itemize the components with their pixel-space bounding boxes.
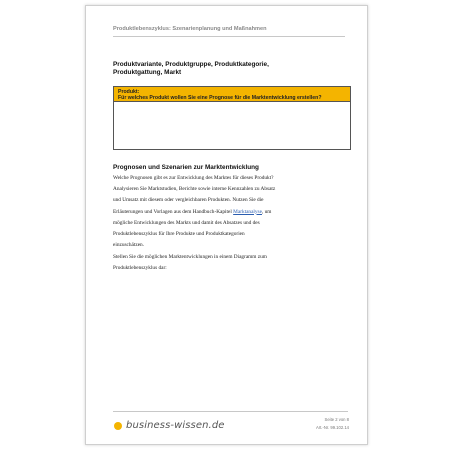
text-line: Produktlebenszyklus dar: — [113, 265, 167, 272]
page-number: Seite 2 von 8 — [324, 417, 349, 422]
section-title-line: Produktvariante, Produktgruppe, Produktkategorie, — [113, 61, 269, 68]
header-divider — [113, 36, 345, 37]
text-line: Analysieren Sie Marktstudien, Berichte sowie interne Kennzahlen zu Absatz — [113, 186, 276, 193]
business-wissen-logo — [114, 420, 225, 431]
callout-header — [114, 87, 350, 102]
section-title-line: Produktgattung, Markt — [113, 68, 182, 76]
product-input-box[interactable] — [113, 86, 351, 150]
text-line-with-link — [113, 207, 349, 218]
text-line: Stellen Sie die möglichen Marktentwicklungen in einem Diagramm zum — [113, 254, 267, 260]
text-fragment: , um — [261, 208, 272, 215]
callout-question: Für welches Produkt wollen Sie eine Prognose für die Marktentwicklung erstellen? — [118, 95, 322, 101]
text-line: mögliche Entwicklungen des Markts und damit des Absatzes und des — [113, 219, 260, 226]
logo-text: business-wissen.de — [126, 420, 225, 431]
page-info — [316, 416, 349, 431]
section-title-product — [113, 61, 345, 76]
text-line: Produktlebenszyklus für Ihre Produkte und Produktkategorien — [113, 231, 245, 238]
text-line: und Umsatz mit diesem oder vergleichbaren Produkten. Nutzen Sie die — [113, 197, 264, 204]
text-fragment: Erläuterungen und Vorlagen aus dem Handbuch-Kapitel — [113, 208, 234, 215]
marktanalyse-link[interactable]: Marktanalyse — [233, 208, 262, 215]
logo-dot-icon — [114, 422, 122, 430]
text-line: einzuschätzen. — [113, 242, 145, 249]
paragraph-diagram — [113, 252, 349, 274]
callout-label: Produkt: — [118, 89, 140, 95]
page-header-title: Produktlebenszyklus: Szenarienplanung und Maßnahmen — [113, 26, 267, 32]
text-line: Welche Prognosen gibt es zur Entwicklung des Marktes für dieses Produkt? — [113, 175, 274, 181]
paragraph-forecast — [113, 173, 349, 251]
footer-divider — [113, 411, 348, 412]
article-number: Art.-Nr. 99.102.14 — [315, 424, 349, 430]
section-title-forecast: Prognosen und Szenarien zur Marktentwicklung — [113, 164, 259, 171]
document-page — [85, 5, 368, 445]
